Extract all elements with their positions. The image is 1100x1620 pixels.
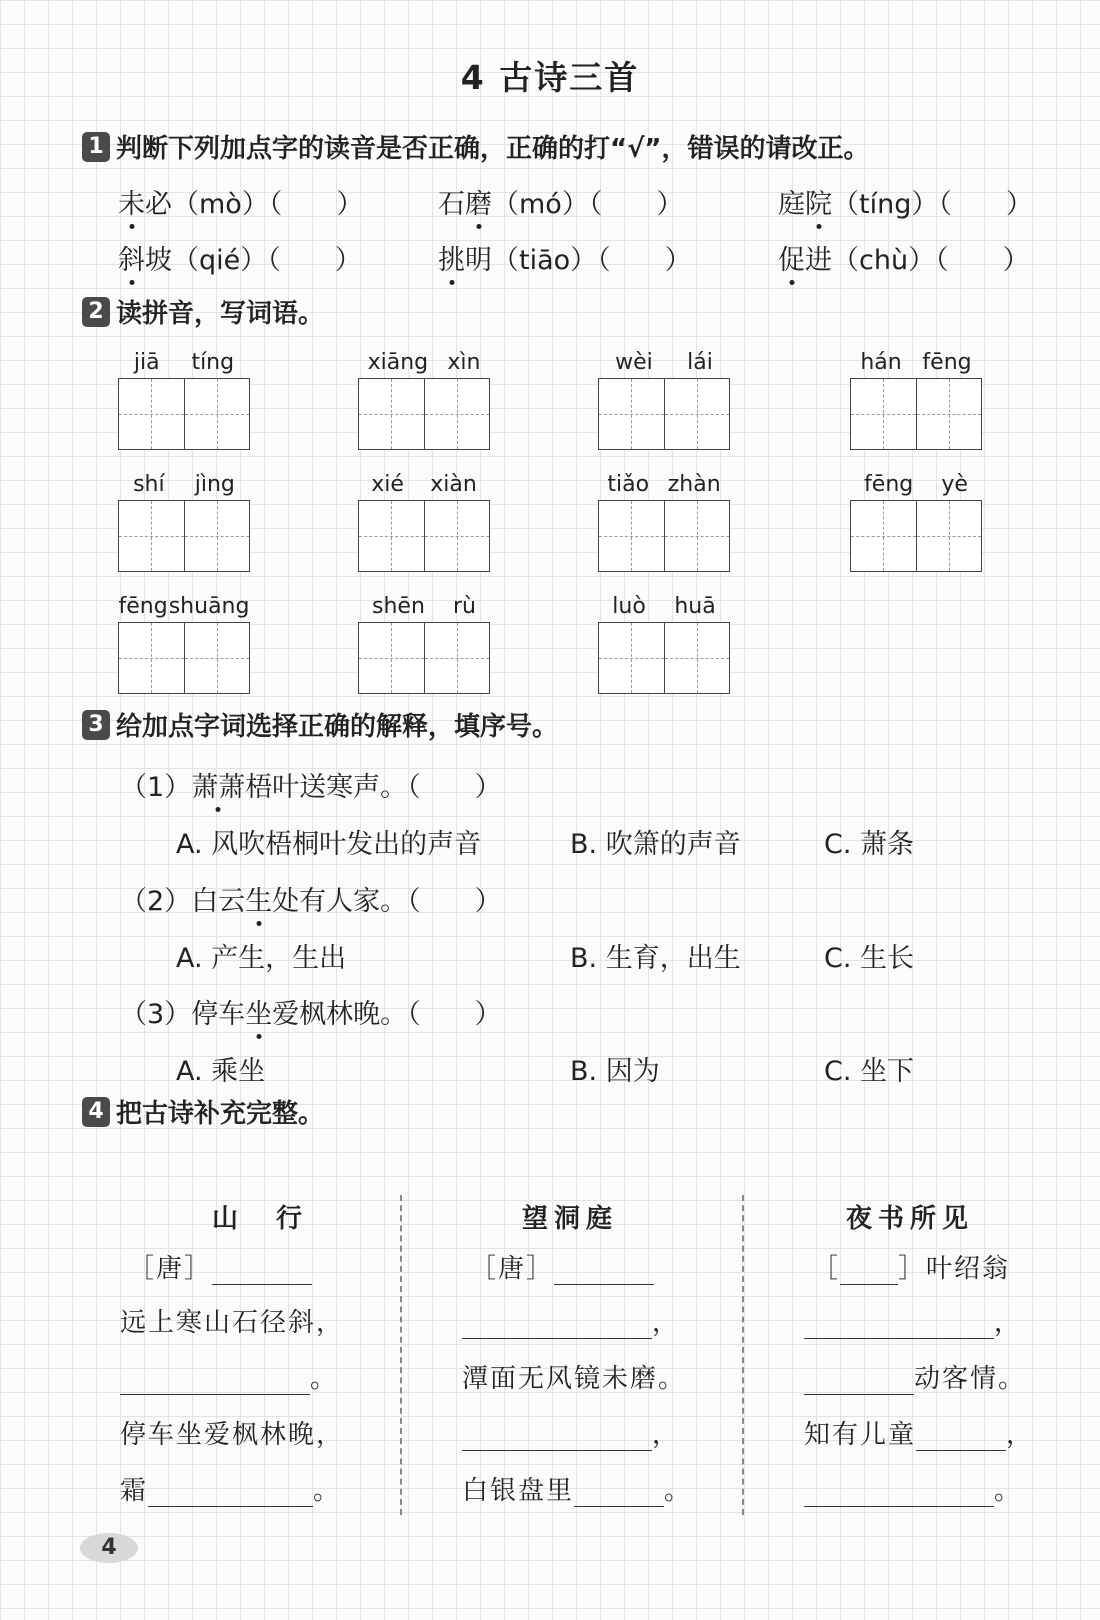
pinyin-syllable: fēng xyxy=(922,350,972,375)
paren: （ xyxy=(832,189,859,220)
pinyin-syllable: rù xyxy=(452,594,476,619)
poem-line xyxy=(120,1470,341,1507)
pinyin-label xyxy=(598,592,730,622)
poem-text: 停车坐爱枫林晚， xyxy=(120,1420,345,1450)
word-char: 明 xyxy=(465,245,492,276)
pinyin-label xyxy=(358,470,490,500)
question-number: （2） xyxy=(120,886,192,917)
poem-line xyxy=(120,1358,338,1395)
pinyin-syllable: zhàn xyxy=(667,472,721,497)
section-4-number: 4 xyxy=(82,1097,110,1127)
char-box[interactable] xyxy=(916,501,982,571)
pinyin-text: mò xyxy=(199,189,242,220)
pinyin-syllable: huā xyxy=(674,594,716,619)
pinyin-label xyxy=(598,348,730,378)
pinyin-syllable: jiā xyxy=(133,350,160,375)
char-box[interactable] xyxy=(359,379,424,449)
pinyin-syllable: yè xyxy=(941,472,968,497)
char-box[interactable] xyxy=(851,379,916,449)
paren: ）（ ） xyxy=(241,189,364,220)
char-box[interactable] xyxy=(424,623,490,693)
pinyin-word-cell xyxy=(118,470,250,572)
char-box[interactable] xyxy=(119,379,184,449)
fill-blank[interactable] xyxy=(574,1480,664,1507)
dotted-char: 未 xyxy=(118,182,145,221)
word-char: 庭 xyxy=(778,189,805,220)
char-box[interactable] xyxy=(851,501,916,571)
pinyin-label xyxy=(850,470,982,500)
pinyin-syllable: xié xyxy=(371,472,404,497)
punctuation: 。 xyxy=(313,1476,342,1506)
author-blank[interactable] xyxy=(212,1258,312,1285)
poem-line xyxy=(462,1470,692,1507)
pinyin-label xyxy=(358,348,490,378)
paren: ）（ ） xyxy=(240,245,362,276)
pinyin-syllable: luò xyxy=(612,594,646,619)
char-box[interactable] xyxy=(359,623,424,693)
pinyin-text: mó xyxy=(519,189,562,220)
poem-text: 白银盘里 xyxy=(462,1476,575,1506)
char-box[interactable] xyxy=(599,501,664,571)
word-char: 坡 xyxy=(145,245,172,276)
poem-author-line xyxy=(470,1248,654,1285)
answer-option: B. 因为 xyxy=(570,1056,660,1087)
author-blank[interactable] xyxy=(554,1258,654,1285)
pinyin-syllable: tíng xyxy=(191,350,235,375)
poem-line xyxy=(804,1358,1026,1395)
poem-line xyxy=(120,1302,344,1339)
writing-grid[interactable] xyxy=(358,500,490,572)
pinyin-text: tíng xyxy=(859,189,912,220)
section-4-instruction: 把古诗补充完整。 xyxy=(116,1099,325,1129)
punctuation: 。 xyxy=(310,1364,339,1394)
poem-author-line xyxy=(812,1248,1010,1285)
paren: ）（ ） xyxy=(908,245,1030,276)
answer-option: A. 风吹梧桐叶发出的声音 xyxy=(176,829,482,860)
fill-blank[interactable] xyxy=(804,1312,994,1339)
punctuation: 。 xyxy=(994,1476,1023,1506)
word-char: 石 xyxy=(438,189,465,220)
pinyin-word-cell xyxy=(598,348,730,450)
pinyin-syllable: shí xyxy=(133,472,165,497)
fill-blank[interactable] xyxy=(120,1368,310,1395)
dynasty-bracket: ［ xyxy=(812,1254,841,1284)
char-box[interactable] xyxy=(359,501,424,571)
pinyin-syllable: shuāng xyxy=(168,594,250,619)
pinyin-word-cell xyxy=(358,592,490,694)
pinyin-syllable: hán xyxy=(860,350,902,375)
answer-option: B. 生育，出生 xyxy=(570,943,741,974)
poem-author-line xyxy=(128,1248,312,1285)
answer-option: C. 坐下 xyxy=(824,1056,915,1087)
paren: （ xyxy=(832,245,859,276)
section-1-instruction: 判断下列加点字的读音是否正确，正确的打“√”，错误的请改正。 xyxy=(116,134,870,164)
dotted-char: 磨 xyxy=(465,182,492,221)
writing-grid[interactable] xyxy=(598,622,730,694)
dotted-word: 生 xyxy=(245,879,272,918)
pinyin-label xyxy=(118,592,250,622)
char-box[interactable] xyxy=(119,623,184,693)
char-box[interactable] xyxy=(664,501,730,571)
paren: ）（ ） xyxy=(570,245,692,276)
char-box[interactable] xyxy=(664,623,730,693)
poem-title: 望洞庭 xyxy=(521,1204,618,1234)
fill-blank[interactable] xyxy=(916,1424,1006,1451)
poem-text: 远上寒山石径斜， xyxy=(120,1308,345,1338)
pinyin-syllable: wèi xyxy=(615,350,653,375)
writing-grid[interactable] xyxy=(358,378,490,450)
poem-line xyxy=(462,1414,680,1451)
pronunciation-item xyxy=(438,238,692,277)
punctuation: ， xyxy=(994,1308,1023,1338)
section-2-heading xyxy=(82,293,324,330)
pinyin-text: chù xyxy=(859,245,909,276)
paren: （ xyxy=(492,245,519,276)
pinyin-word-cell xyxy=(850,348,982,450)
pinyin-syllable: shēn xyxy=(372,594,425,619)
paren: （ xyxy=(172,245,199,276)
pinyin-label xyxy=(358,592,490,622)
pinyin-word-cell xyxy=(850,470,982,572)
pinyin-text: tiāo xyxy=(519,245,571,276)
pinyin-word-cell xyxy=(598,470,730,572)
writing-grid[interactable] xyxy=(118,378,250,450)
char-box[interactable] xyxy=(184,623,250,693)
section-3-heading xyxy=(82,706,558,743)
pronunciation-item xyxy=(778,182,1033,221)
word-char: 必 xyxy=(145,189,172,220)
poem-divider xyxy=(400,1195,402,1515)
dotted-char: 挑 xyxy=(438,238,465,277)
question-number: （3） xyxy=(120,999,192,1030)
pronunciation-item xyxy=(438,182,683,221)
dynasty-bracket: ［唐］ xyxy=(128,1254,213,1284)
pinyin-word-cell xyxy=(118,592,250,694)
punctuation: ， xyxy=(652,1308,681,1338)
char-box[interactable] xyxy=(424,501,490,571)
punctuation: 。 xyxy=(664,1476,693,1506)
section-1-number: 1 xyxy=(82,132,110,162)
pinyin-syllable: lái xyxy=(687,350,713,375)
question-text: 梧叶送寒声。（ ） xyxy=(245,772,502,803)
question-number: （1） xyxy=(120,772,192,803)
pinyin-syllable: fēng xyxy=(118,594,168,619)
answer-option: C. 萧条 xyxy=(824,829,915,860)
pinyin-syllable: xiāng xyxy=(367,350,429,375)
writing-grid[interactable] xyxy=(118,500,250,572)
pinyin-word-cell xyxy=(118,348,250,450)
pinyin-syllable: jìng xyxy=(194,472,235,497)
pinyin-word-cell xyxy=(358,470,490,572)
pinyin-syllable: fēng xyxy=(864,472,914,497)
char-box[interactable] xyxy=(184,501,250,571)
page-title: 4 古诗三首 xyxy=(460,58,640,97)
dotted-char: 院 xyxy=(805,182,832,221)
punctuation: ， xyxy=(1006,1420,1035,1450)
writing-grid[interactable] xyxy=(598,378,730,450)
poem-text: 知有儿童 xyxy=(804,1420,917,1450)
question-line xyxy=(120,765,502,804)
poem-title: 夜书所见 xyxy=(845,1204,974,1234)
dotted-word: 萧萧 xyxy=(191,765,245,804)
poem-line xyxy=(462,1302,680,1339)
section-2-number: 2 xyxy=(82,297,110,327)
paren: （ xyxy=(172,189,199,220)
poem-divider xyxy=(742,1195,744,1515)
pronunciation-item xyxy=(778,238,1030,277)
dotted-char: 促 xyxy=(778,238,805,277)
pinyin-label xyxy=(118,470,250,500)
poem-author: 叶绍翁 xyxy=(926,1254,1011,1284)
question-text: 处有人家。（ ） xyxy=(272,886,502,917)
section-1-heading xyxy=(82,128,870,165)
fill-blank[interactable] xyxy=(804,1368,914,1395)
author-blank[interactable] xyxy=(840,1258,898,1285)
answer-option: A. 乘坐 xyxy=(176,1056,266,1087)
poem-line xyxy=(804,1414,1034,1451)
answer-option: A. 产生，生出 xyxy=(176,943,347,974)
pinyin-syllable: xìn xyxy=(447,350,481,375)
pinyin-label xyxy=(850,348,982,378)
poem-text: 潭面无风镜未磨。 xyxy=(462,1364,687,1394)
writing-grid[interactable] xyxy=(358,622,490,694)
punctuation: ， xyxy=(652,1420,681,1450)
char-box[interactable] xyxy=(599,379,664,449)
section-4-heading xyxy=(82,1093,324,1130)
pinyin-label xyxy=(598,470,730,500)
fill-blank[interactable] xyxy=(462,1424,652,1451)
char-box[interactable] xyxy=(599,623,664,693)
dynasty-bracket: ［唐］ xyxy=(470,1254,555,1284)
char-box[interactable] xyxy=(664,379,730,449)
writing-grid[interactable] xyxy=(850,378,982,450)
pinyin-label xyxy=(118,348,250,378)
section-3-number: 3 xyxy=(82,710,110,740)
pinyin-syllable: tiǎo xyxy=(607,472,650,497)
answer-option: B. 吹箫的声音 xyxy=(570,829,741,860)
page-number: 4 xyxy=(80,1533,138,1563)
answer-option: C. 生长 xyxy=(824,943,915,974)
poem-line xyxy=(804,1302,1022,1339)
poem-line xyxy=(462,1358,686,1395)
fill-blank[interactable] xyxy=(804,1480,994,1507)
pinyin-word-cell xyxy=(598,592,730,694)
paren: （ xyxy=(492,189,519,220)
pronunciation-item xyxy=(118,182,363,221)
poem-title: 山 行 xyxy=(211,1204,308,1234)
question-text: 爱枫林晚。（ ） xyxy=(272,999,502,1030)
poem-text: 霜 xyxy=(120,1476,149,1506)
fill-blank[interactable] xyxy=(148,1480,313,1507)
char-box[interactable] xyxy=(119,501,184,571)
section-3-instruction: 给加点字词选择正确的解释，填序号。 xyxy=(116,712,559,742)
question-line xyxy=(120,879,502,918)
pinyin-syllable: xiàn xyxy=(430,472,477,497)
char-box[interactable] xyxy=(424,379,490,449)
pronunciation-item xyxy=(118,238,362,277)
char-box[interactable] xyxy=(184,379,250,449)
question-text: 停车 xyxy=(191,999,246,1030)
dotted-char: 斜 xyxy=(118,238,145,277)
paren: ）（ ） xyxy=(911,189,1033,220)
word-char: 进 xyxy=(805,245,832,276)
dynasty-bracket: ］ xyxy=(898,1254,927,1284)
pinyin-text: qié xyxy=(199,245,241,276)
poem-line xyxy=(120,1414,344,1451)
char-box[interactable] xyxy=(916,379,982,449)
section-2-instruction: 读拼音，写词语。 xyxy=(116,299,325,329)
writing-grid[interactable] xyxy=(118,622,250,694)
dotted-word: 坐 xyxy=(245,992,272,1031)
question-line xyxy=(120,992,502,1031)
writing-grid[interactable] xyxy=(850,500,982,572)
question-text: 白云 xyxy=(191,886,246,917)
poem-text: 动客情。 xyxy=(914,1364,1027,1394)
pinyin-word-cell xyxy=(358,348,490,450)
fill-blank[interactable] xyxy=(462,1312,652,1339)
poem-line xyxy=(804,1470,1022,1507)
writing-grid[interactable] xyxy=(598,500,730,572)
paren: ）（ ） xyxy=(561,189,684,220)
